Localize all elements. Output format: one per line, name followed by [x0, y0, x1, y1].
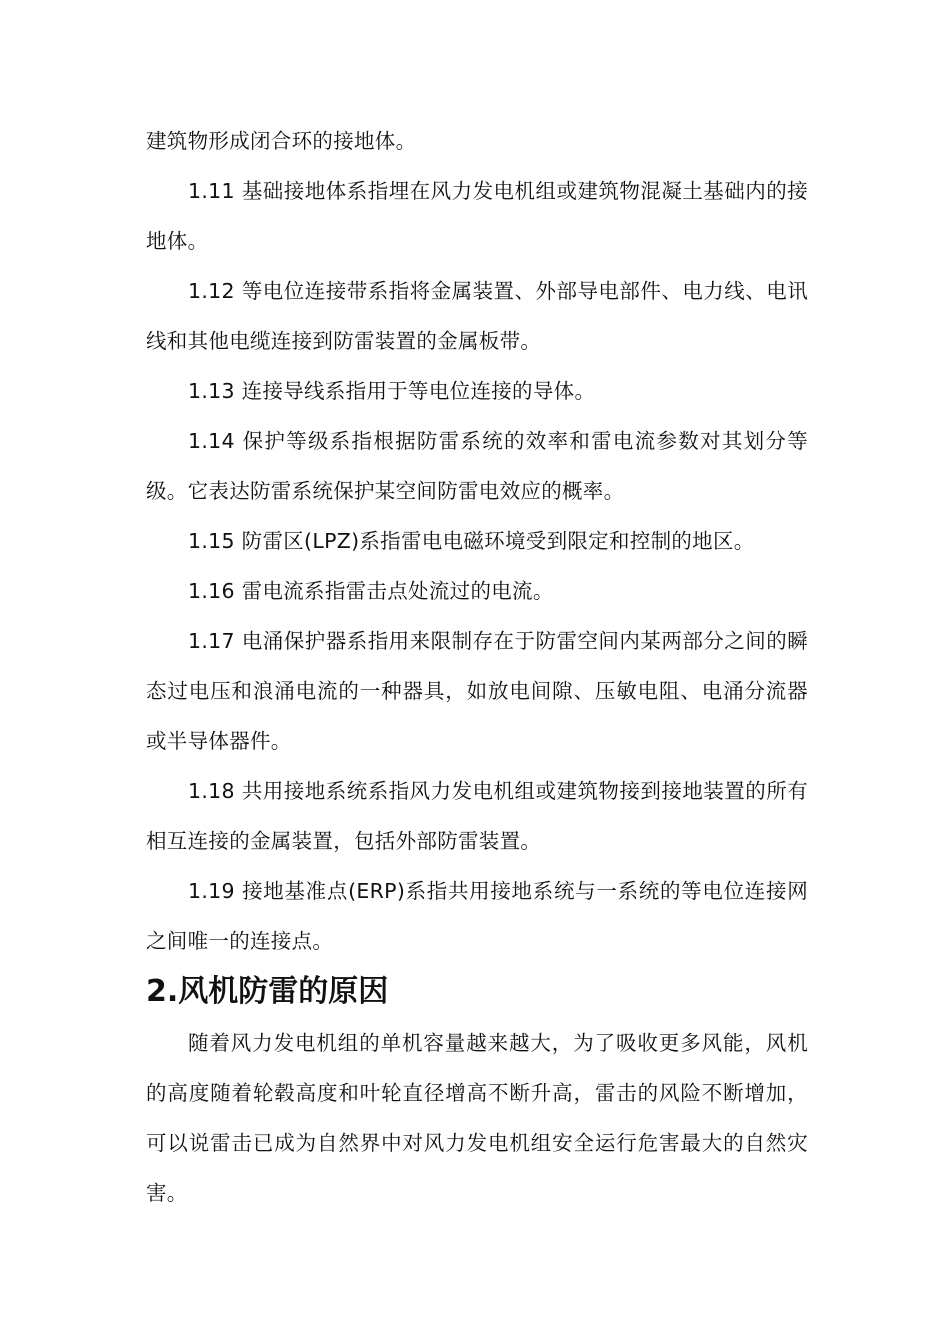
section-paragraph: 随着风力发电机组的单机容量越来越大，为了吸收更多风能，风机的高度随着轮毂高度和叶轮直径增高不断升高，雷击的风险不断增加，可以说雷击已成为自然界中对风力发电机组安全运行危害最大的自然灾害。 — [146, 1031, 808, 1205]
document-body — [146, 116, 808, 1218]
definition-1-13: 1.13 连接导线系指用于等电位连接的导体。 — [188, 379, 596, 403]
definition-1-17: 1.17 电涌保护器系指用来限制存在于防雷空间内某两部分之间的瞬态过电压和浪涌电流的一种器具，如放电间隙、压敏电阻、电涌分流器或半导体器件。 — [146, 629, 808, 753]
definition-1-15: 1.15 防雷区(LPZ)系指雷电电磁环境受到限定和控制的地区。 — [188, 529, 755, 553]
definition-1-19: 1.19 接地基准点(ERP)系指共用接地系统与一系统的等电位连接网之间唯一的连接点。 — [146, 879, 808, 953]
definition-1-18: 1.18 共用接地系统系指风力发电机组或建筑物接到接地装置的所有相互连接的金属装置，包括外部防雷装置。 — [146, 779, 808, 853]
definition-1-14: 1.14 保护等级系指根据防雷系统的效率和雷电流参数对其划分等级。它表达防雷系统保护某空间防雷电效应的概率。 — [146, 429, 808, 503]
paragraph-continuation: 建筑物形成闭合环的接地体。 — [146, 129, 417, 153]
definition-1-16: 1.16 雷电流系指雷击点处流过的电流。 — [188, 579, 554, 603]
definition-1-11: 1.11 基础接地体系指埋在风力发电机组或建筑物混凝土基础内的接地体。 — [146, 179, 808, 253]
definition-1-12: 1.12 等电位连接带系指将金属装置、外部导电部件、电力线、电讯线和其他电缆连接到防雷装置的金属板带。 — [146, 279, 808, 353]
section-heading: 2.风机防雷的原因 — [146, 974, 389, 1009]
